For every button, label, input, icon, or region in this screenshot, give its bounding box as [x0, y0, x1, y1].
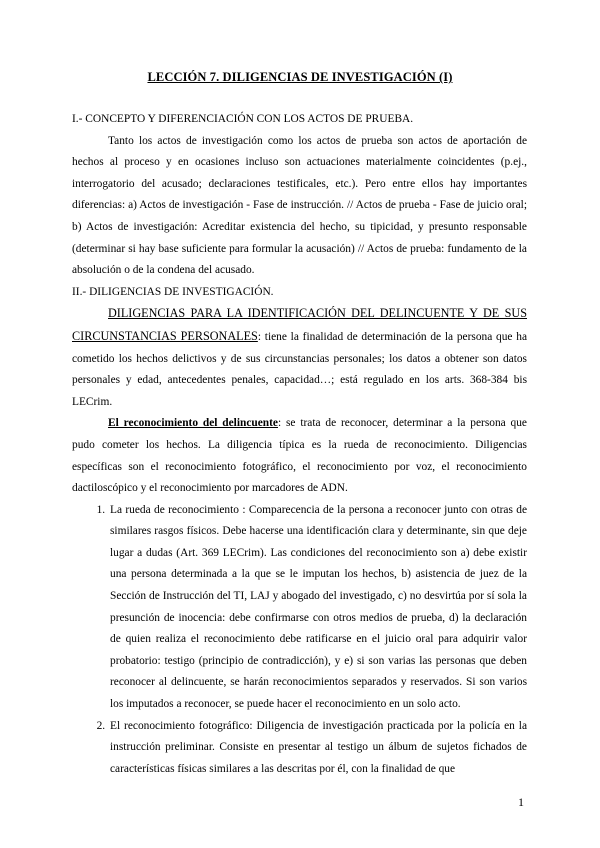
document-body	[72, 109, 527, 780]
reconocimiento-list	[72, 500, 527, 781]
list-item: 2. El reconocimiento fotográfico: Diligencia de investigación practicada por la policía en la instrucción preliminar. Consiste en presentar al testigo un álbum de sujetos fichados de características físicas similares a las descritas por él, con la finalidad de que	[108, 716, 527, 781]
section-2-heading: II.- DILIGENCIAS DE INVESTIGACIÓN.	[72, 285, 274, 298]
page-number: 1	[518, 795, 524, 809]
page-title: LECCIÓN 7. DILIGENCIAS DE INVESTIGACIÓN (I)	[147, 70, 453, 84]
reconocimiento-paragraph	[72, 413, 527, 499]
subsection-heading: DILIGENCIAS PARA LA IDENTIFICACIÓN DEL DELINCUENTE Y DE SUS CIRCUNSTANCIAS PERSONALES	[72, 306, 527, 343]
section-1-heading: I.- CONCEPTO Y DIFERENCIACIÓN CON LOS ACTOS DE PRUEBA.	[72, 113, 414, 125]
reconocimiento-term: El reconocimiento del delincuente	[108, 417, 278, 430]
subsection-paragraph	[72, 303, 527, 413]
subsection-text: : tiene la finalidad de determinación de la persona que ha cometido los hechos delictivos y de sus circunstancias personales; los datos a obtener son datos personales y edad, antecedentes penales, capacidad…; está regulado en los arts. 368-384 bis LECrim.	[72, 330, 527, 408]
list-item: 1. La rueda de reconocimiento : Comparecencia de la persona a reconocer junto con otras de similares rasgos físicos. Debe hacerse una identificación clara y determinante, sin que deje lugar a dudas (Art. 369 LECrim). Las condiciones del reconocimiento son a) debe existir una persona determinada a la que se le imputan los hechos, b) asistencia de juez de la Sección de Instrucción del TI, LAJ y abogado del investigado, c) no desvirtúa por sí sola la presunción de inocencia: debe confirmarse con otros medios de prueba, d) la declaración de quien realiza el reconocimiento debe ratificarse en el juicio oral para adquirir valor probatorio: testigo (principio de contradicción), y e) si son varias las personas que deben reconocer al delincuente, se harán reconocimientos separados y reservados. Si son varios los imputados a reconocer, se puede hacer el reconocimiento en un solo acto.	[108, 500, 527, 716]
section-1-paragraph: Tanto los actos de investigación como los actos de prueba son actos de aportación de hechos al proceso y en ocasiones incluso son actuaciones materialmente coincidentes (p.ej., interrogatorio del acusado; declaraciones testificales, etc.). Pero entre ellos hay importantes diferencias: a) Actos de investigación - Fase de instrucción. // Actos de prueba - Fase de juicio oral; b) Actos de investigación: Acreditar existencia del hecho, su tipicidad, y presunto responsable (determinar si hay base suficiente para formular la acusación) // Actos de prueba: fundamento de la absolución o de la condena del acusado.	[72, 134, 527, 277]
reconocimiento-text: : se trata de reconocer, determinar a la persona que pudo cometer los hechos. La diligencia típica es la rueda de reconocimiento. Diligencias específicas son el reconocimiento fotográfico, el reconocimiento por voz, el reconocimiento dactiloscópico y el reconocimiento por marcadores de ADN.	[72, 417, 527, 495]
